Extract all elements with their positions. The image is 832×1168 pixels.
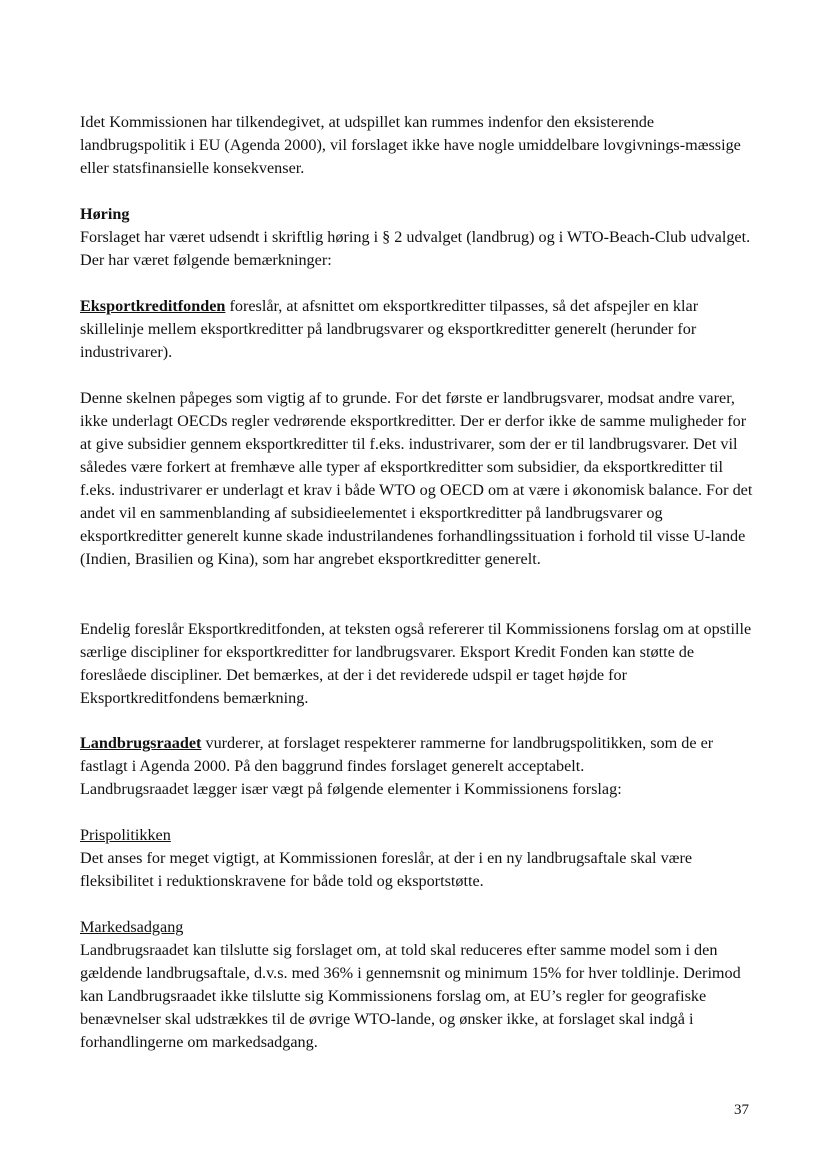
- landbrugsraadet-label: Landbrugsraadet: [80, 734, 202, 752]
- eksport-p2-text: Denne skelnen påpeges som vigtig af to grunde. For det første er landbrugsvarer, modsat andre varer, ikke underlagt OECDs regler vedrørende eksportkreditter. Der er derfor ikke de samme muligheder for at give subsidier gennem eksportkreditter til f.eks. industrivarer, som der er til landbrugsvarer. Det vil således være forkert at fremhæve alle typer af eksportkreditter som subsidier, da eksportkreditter til f.eks. industrivarer er underlagt et krav i både WTO og OECD om at være i økonomisk balance. For det andet vil en sammenblanding af subsidieelementet i eksportkreditter på landbrugsvarer og eksportkreditter generelt kunne skade industrilandenes forhandlingssituation i forhold til visse U-lande (Indien, Brasilien og Kina), som har angrebet eksportkreditter generelt.: [80, 389, 753, 568]
- eksport-paragraph-2: [80, 387, 760, 571]
- prispolitikken-text: Det anses for meget vigtigt, at Kommissionen foreslår, at der i en ny landbrugsaftale skal være fleksibilitet i reduktionskravene for både told og eksportstøtte.: [80, 849, 693, 890]
- eksport-paragraph-1: [80, 295, 760, 364]
- prispolitikken-section: [80, 824, 760, 893]
- markedsadgang-heading: Markedsadgang: [80, 918, 184, 936]
- intro-text: Idet Kommissionen har tilkendegivet, at udspillet kan rummes indenfor den eksisterende landbrugspolitik i EU (Agenda 2000), vil forslaget ikke have nogle umiddelbare lovgivnings-mæssige eller statsfinansielle konsekvenser.: [80, 113, 741, 177]
- eksportkreditfonden-label: Eksportkreditfonden: [80, 297, 226, 315]
- eksport-p1-text: foreslår, at afsnittet om eksportkreditter tilpasses, så det afspejler en klar skillelinje mellem eksportkreditter på landbrugsvarer og eksportkreditter generelt (herunder for industrivarer).: [80, 297, 699, 361]
- landbrug-paragraph: [80, 732, 760, 801]
- page-number: 37: [734, 1102, 749, 1118]
- prispolitikken-heading: Prispolitikken: [80, 826, 171, 844]
- landbrug-p1-line2: Landbrugsraadet lægger især vægt på følgende elementer i Kommissionens forslag:: [80, 780, 622, 798]
- markedsadgang-section: [80, 916, 760, 1054]
- eksport-p3-text: Endelig foreslår Eksportkreditfonden, at teksten også refererer til Kommissionens forslag om at opstille særlige discipliner for eksportkreditter for landbrugsvarer. Eksport Kredit Fonden kan støtte de foreslåede discipliner. Det bemærkes, at der i det reviderede udspil er taget højde for Eksportkreditfondens bemærkning.: [80, 620, 752, 707]
- landbrug-p1-text: vurderer, at forslaget respekterer rammerne for landbrugspolitikken, som de er fastlagt i Agenda 2000. På den baggrund findes forslaget generelt acceptabelt.: [80, 734, 714, 775]
- markedsadgang-text: Landbrugsraadet kan tilslutte sig forslaget om, at told skal reduceres efter samme model som i den gældende landbrugsaftale, d.v.s. med 36% i gennemsnit og minimum 15% for hver toldlinje. Derimod kan Landbrugsraadet ikke tilslutte sig Kommissionens forslag om, at EU’s regler for geografiske benævnelser skal udstrækkes til de øvrige WTO-lande, og ønsker ikke, at forslaget skal indgå i forhandlingerne om markedsadgang.: [80, 941, 741, 1051]
- hoering-section: [80, 203, 760, 272]
- intro-paragraph: [80, 111, 760, 180]
- hoering-text: Forslaget har været udsendt i skriftlig høring i § 2 udvalget (landbrug) og i WTO-Beach-Club udvalget. Der har været følgende bemærkninger:: [80, 228, 751, 269]
- eksport-paragraph-3: [80, 618, 760, 710]
- hoering-heading: Høring: [80, 205, 130, 223]
